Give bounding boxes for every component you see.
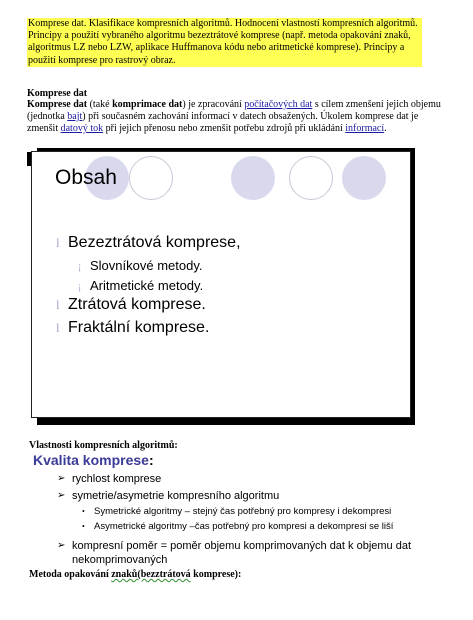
arrow-bullet-icon: ➢: [57, 540, 66, 551]
decor-circle: [342, 156, 386, 200]
embedded-slide: [31, 151, 411, 418]
slide-item: Ztrátová komprese.: [68, 296, 206, 313]
slide-subitem: Aritmetické metody.: [90, 278, 204, 293]
slide-subitem: Slovníkové metody.: [90, 258, 203, 273]
link-pocitacova-data[interactable]: počítačových dat: [244, 99, 313, 110]
slide-bullet: l: [56, 235, 60, 250]
term-alt: komprimace dat: [112, 99, 183, 110]
slide-sub-bullet: ¡: [78, 281, 82, 292]
decor-circle: [289, 156, 333, 200]
slide-item: Bezeztrátová komprese,: [68, 234, 241, 251]
link-bajt[interactable]: bajt: [67, 111, 83, 122]
dot-bullet-icon: •: [82, 522, 85, 531]
slide-sub-bullet: ¡: [78, 261, 82, 272]
dot-bullet-icon: •: [82, 507, 85, 516]
quality-item-continued: nekomprimovaných: [72, 554, 168, 566]
slide-bullet: l: [56, 297, 60, 312]
quality-subitem: Asymetrické algoritmy –čas potřebný pro kompresi a dekompresi se liší: [94, 521, 394, 532]
arrow-bullet-icon: ➢: [57, 490, 66, 501]
decor-circle: [231, 156, 275, 200]
section-heading-komprese-dat: Komprese dat: [27, 88, 88, 99]
definition-paragraph: Komprese dat (také komprimace dat) je zpracování počítačových dat s cílem zmenšení jejich objemu (jednotka bajt) při současném zachování informací v datech obsažených. Úkolem komprese dat je zmenšit datový tok při jejich přenosu nebo zmenšit potřebu zdrojů při ukládání informací.: [27, 99, 441, 134]
slide-title: Obsah: [55, 166, 117, 189]
decor-circle: [129, 156, 173, 200]
quality-subitem: Symetrické algoritmy – stejný čas potřebný pro kompresy i dekompresi: [94, 506, 392, 517]
quality-item: kompresní poměr = poměr objemu komprimovaných dat k objemu dat: [72, 540, 412, 552]
slide-bullet: l: [56, 320, 60, 335]
assignment-highlight: Komprese dat. Klasifikace kompresních algoritmů. Hodnocení vlastností kompresních algoritmů. Principy a použití vybraného algoritmu bezeztrátové komprese (např. metoda opakování znaků, algoritmus LZ nebo LZW, aplikace Huffmanova kódu nebo aritmetické komprese). Principy a použití komprese pro rastrový obraz.: [27, 18, 422, 67]
term: Komprese dat: [27, 99, 88, 110]
section-heading-vlastnosti: Vlastnosti kompresních algoritmů:: [29, 440, 178, 451]
quality-item: rychlost komprese: [72, 473, 162, 485]
link-informace[interactable]: informací: [345, 123, 385, 134]
section-heading-metoda-opakovani: Metoda opakování znaků(bezztrátová komprese):: [29, 569, 242, 580]
arrow-bullet-icon: ➢: [57, 473, 66, 484]
quality-item: symetrie/asymetrie kompresního algoritmu: [72, 490, 280, 502]
slide-item: Fraktální komprese.: [68, 319, 210, 336]
quality-title: Kvalita komprese:: [33, 452, 154, 468]
link-datovy-tok[interactable]: datový tok: [60, 123, 104, 134]
